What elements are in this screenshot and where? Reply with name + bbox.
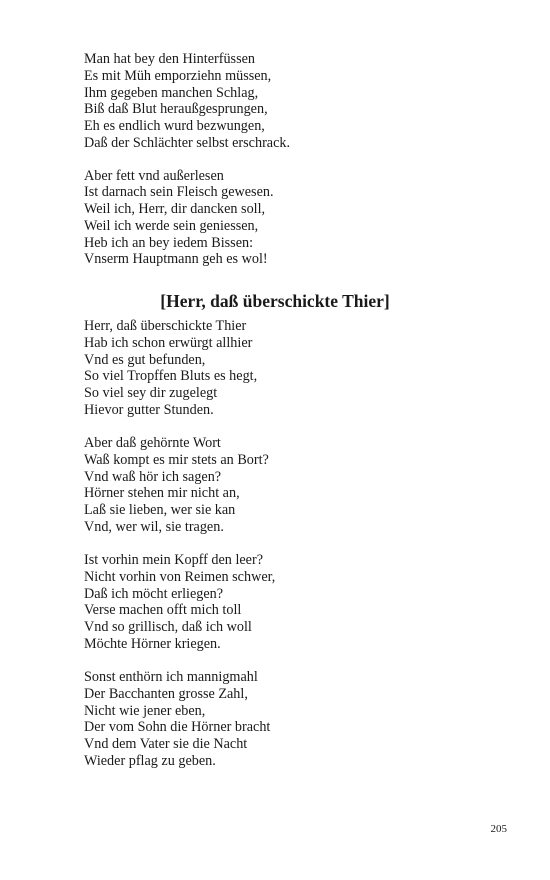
stanza — [84, 51, 504, 152]
verse-line: Es mit Müh emporziehn müssen, — [84, 67, 272, 84]
verse-line: Daß der Schlächter selbst erschrack. — [84, 134, 291, 151]
verse-line: Biß daß Blut heraußgesprungen, — [84, 101, 268, 118]
poem-title: [Herr, daß überschickte Thier] — [160, 291, 390, 311]
verse-line: Sonst enthörn ich mannigmahl — [84, 669, 258, 685]
verse-line: Eh es endlich wurd bezwungen, — [84, 118, 265, 134]
stanza — [84, 318, 504, 419]
stanza — [84, 435, 504, 536]
stanza — [84, 552, 504, 653]
verse-line: Man hat bey den Hinterfüssen — [84, 51, 255, 67]
verse-line: Nicht wie jener eben, — [84, 702, 206, 719]
poem-body — [84, 318, 504, 770]
verse-line: Laß sie lieben, wer sie kan — [84, 502, 236, 518]
verse-line: So viel sey dir zugelegt — [84, 385, 218, 401]
verse-line: So viel Tropffen Bluts es hegt, — [84, 368, 258, 385]
verse-line: Weil ich werde sein geniessen, — [84, 217, 259, 234]
verse-line: Verse machen offt mich toll — [84, 602, 242, 619]
verse-line: Vnserm Hauptmann geh es wol! — [84, 251, 268, 268]
verse-line: Vnd es gut befunden, — [84, 351, 206, 368]
stanza — [84, 669, 504, 770]
verse-line: Vnd dem Vater sie die Nacht — [84, 736, 248, 752]
verse-line: Möchte Hörner kriegen. — [84, 635, 221, 652]
verse-line: Weil ich, Herr, dir dancken soll, — [84, 201, 266, 217]
verse-line: Hörner stehen mir nicht an, — [84, 485, 240, 502]
verse-line: Herr, daß überschickte Thier — [84, 318, 247, 334]
stanza — [84, 168, 504, 269]
verse-line: Waß kompt es mir stets an Bort? — [84, 451, 269, 468]
verse-line: Vnd waß hör ich sagen? — [84, 468, 222, 485]
verse-line: Der vom Sohn die Hörner bracht — [84, 719, 271, 736]
verse-line: Nicht vorhin von Reimen schwer, — [84, 568, 276, 585]
verse-line: Aber daß gehörnte Wort — [84, 435, 221, 451]
poem-continuation — [84, 51, 504, 268]
verse-line: Hievor gutter Stunden. — [84, 401, 214, 418]
page-number: 205 — [490, 823, 507, 835]
verse-line: Ihm gegeben manchen Schlag, — [84, 84, 259, 101]
verse-line: Vnd, wer wil, sie tragen. — [84, 518, 224, 535]
verse-line: Wieder pflag zu geben. — [84, 752, 216, 769]
verse-line: Daß ich möcht erliegen? — [84, 585, 224, 602]
verse-line: Ist darnach sein Fleisch gewesen. — [84, 184, 274, 201]
verse-line: Aber fett vnd außerlesen — [84, 167, 224, 184]
verse-line: Vnd so grillisch, daß ich woll — [84, 619, 252, 635]
verse-line: Hab ich schon erwürgt allhier — [84, 334, 253, 351]
verse-line: Ist vorhin mein Kopff den leer? — [84, 552, 263, 568]
verse-line: Heb ich an bey iedem Bissen: — [84, 234, 254, 251]
verse-line: Der Bacchanten grosse Zahl, — [84, 685, 248, 702]
